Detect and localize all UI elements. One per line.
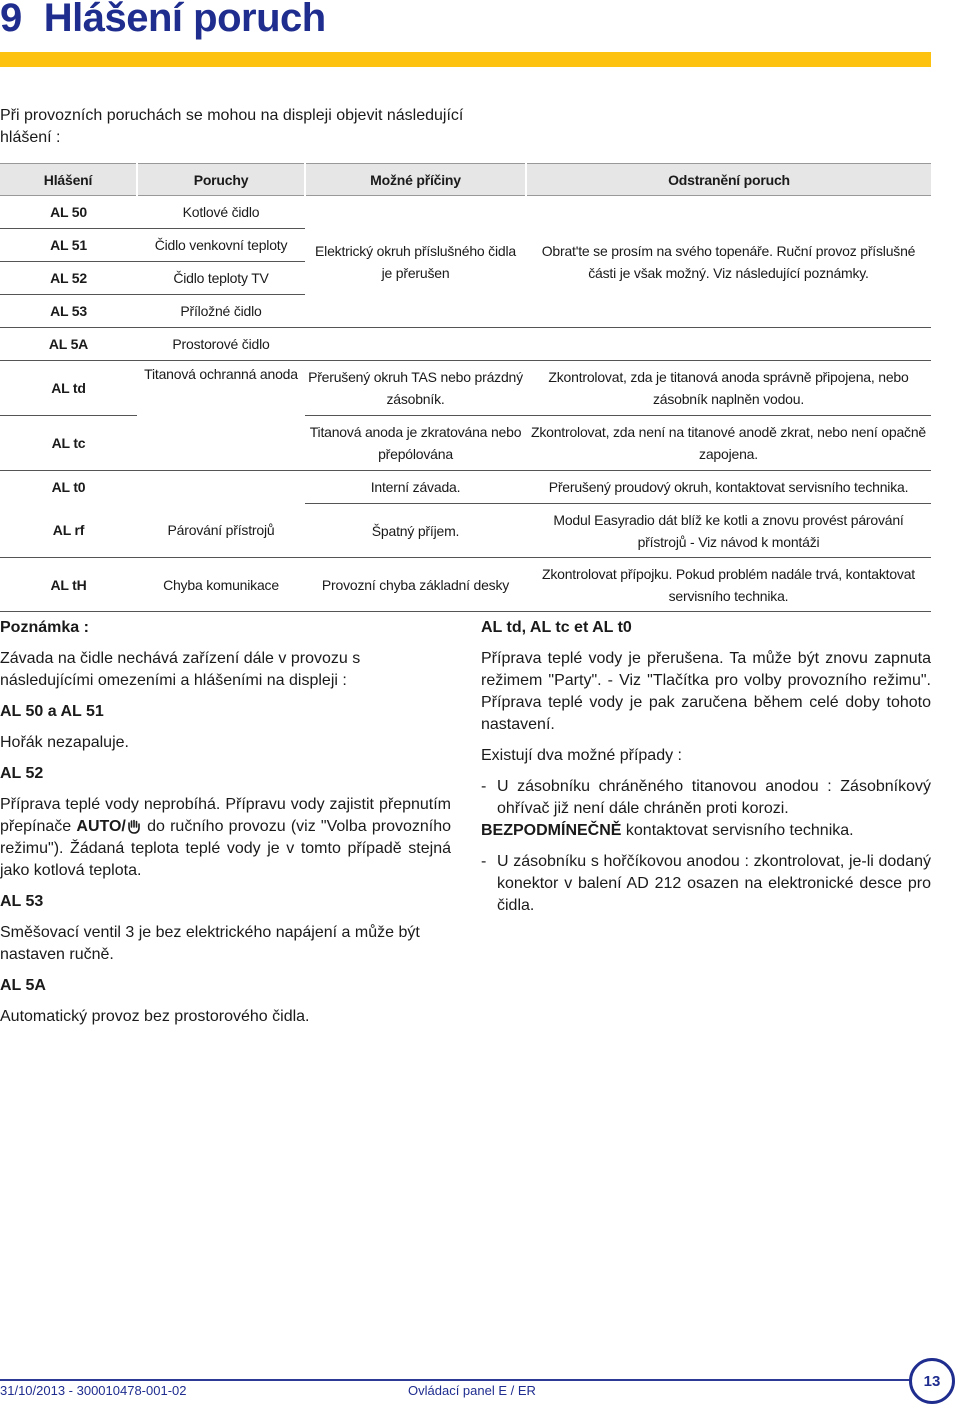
note-al50-al51-title: AL 50 a AL 51	[0, 703, 104, 720]
header-faults: Poruchy	[137, 164, 305, 196]
code-al52: AL 52	[0, 262, 137, 295]
fault-al5a: Prostorové čidlo	[137, 328, 305, 361]
notes-left-column	[0, 617, 451, 1037]
table-header-row	[0, 164, 931, 196]
notes-intro: Závada na čidle nechává zařízení dále v provozu s následujícími omezeními a hlášeními na displeji :	[0, 650, 361, 689]
code-al53: AL 53	[0, 295, 137, 328]
code-alth: AL tH	[0, 558, 137, 612]
list-item: - U zásobníku s hořčíkovou anodou : zkontrolovat, je-li dodaný konektor v balení AD 212 osazen na elektronické desce pro čidla.	[481, 853, 931, 914]
fault-th: Chyba komunikace	[137, 558, 305, 612]
right-notes-heading: AL td, AL tc et AL t0	[481, 619, 632, 636]
note-al50-al51-text: Hořák nezapaluje.	[0, 734, 129, 751]
note-al52-title: AL 52	[0, 765, 44, 782]
right-notes-p2: Existují dva možné případy :	[481, 747, 682, 764]
hand-icon	[126, 818, 142, 834]
right-notes-p1: Příprava teplé vody je přerušena. Ta může být znovu zapnuta režimem "Party". - Viz "Tlačítka pro volby provozního režimu". Příprava teplé vody je pak zaručena během celé doby tohoto nastavení.	[481, 650, 931, 733]
fault-al51: Čidlo venkovní teploty	[137, 229, 305, 262]
cause-sensor: Elektrický okruh příslušného čidla je přerušen	[305, 196, 526, 328]
note-al52-text: Příprava teplé vody neprobíhá. Přípravu vody zajistit přepnutím přepínače AUTO/ do ručního provozu (viz "Volba provozního režimu"). Žádaná teplota teplé vody je v tomto případě stejná jako kotlová teplota.	[0, 796, 451, 879]
code-altd: AL td	[0, 361, 137, 416]
table-row	[0, 328, 931, 361]
list-item: - U zásobníku chráněného titanovou anodou : Zásobníkový ohřívač již není dále chráněn proti korozi. BEZPODMÍNEČNĚ kontaktovat servisního technika.	[481, 778, 931, 839]
header-causes: Možné příčiny	[305, 164, 526, 196]
fault-al53: Příložné čidlo	[137, 295, 305, 328]
cause-tc: Titanová anoda je zkratována nebo přepólována	[305, 416, 526, 471]
cause-rf: Špatný příjem.	[305, 504, 526, 558]
remedy-th: Zkontrolovat přípojku. Pokud problém nadále trvá, kontaktovat servisního technika.	[526, 558, 931, 612]
remedy-sensor: Obrat'te se prosím na svého topenáře. Ruční provoz příslušné části je však možný. Viz následující poznámky.	[526, 196, 931, 328]
footer-document-id: 31/10/2013 - 300010478-001-02	[0, 1383, 187, 1398]
fault-rf: Párování přístrojů	[137, 504, 305, 558]
title-underline-bar	[0, 52, 931, 67]
header-message: Hlášení	[0, 164, 137, 196]
code-al5a: AL 5A	[0, 328, 137, 361]
fault-table	[0, 163, 931, 612]
notes-heading: Poznámka :	[0, 619, 89, 636]
fault-titan: Titanová ochranná anoda	[137, 361, 305, 471]
intro-text: Při provozních poruchách se mohou na displeji objevit následující hlášení :	[0, 107, 464, 146]
note-al5a-title: AL 5A	[0, 977, 46, 994]
code-al51: AL 51	[0, 229, 137, 262]
code-al50: AL 50	[0, 196, 137, 229]
table-row	[0, 361, 931, 416]
table-row	[0, 558, 931, 612]
footer-divider	[0, 1379, 912, 1381]
table-row	[0, 471, 931, 504]
cause-t0: Interní závada.	[305, 471, 526, 504]
note-al53-title: AL 53	[0, 893, 44, 910]
cause-td: Přerušený okruh TAS nebo prázdný zásobník.	[305, 361, 526, 416]
code-altc: AL tc	[0, 416, 137, 471]
remedy-t0: Přerušený proudový okruh, kontaktovat servisního technika.	[526, 471, 931, 504]
fault-al52: Čidlo teploty TV	[137, 262, 305, 295]
table-row	[0, 196, 931, 229]
code-alrf: AL rf	[0, 504, 137, 558]
chapter-number: 9	[0, 0, 22, 40]
footer-product-name: Ovládací panel E / ER	[408, 1383, 536, 1398]
fault-al50: Kotlové čidlo	[137, 196, 305, 229]
code-alt0: AL t0	[51, 479, 86, 496]
page-number: 13	[909, 1358, 955, 1404]
note-al53-text: Směšovací ventil 3 je bez elektrického napájení a může být nastaven ručně.	[0, 924, 420, 963]
page-title	[0, 0, 326, 41]
chapter-title: Hlášení poruch	[43, 0, 326, 40]
remedy-tc: Zkontrolovat, zda není na titanové anodě zkrat, nebo není opačně zapojena.	[526, 416, 931, 471]
note-al5a-text: Automatický provoz bez prostorového čidla.	[0, 1008, 310, 1025]
table-row	[0, 504, 931, 558]
cause-th: Provozní chyba základní desky	[305, 558, 526, 612]
remedy-td: Zkontrolovat, zda je titanová anoda správně připojena, nebo zásobník naplněn vodou.	[526, 361, 931, 416]
notes-right-column	[481, 617, 931, 926]
remedy-rf: Modul Easyradio dát blíž ke kotli a znovu provést párování přístrojů - Viz návod k montáži	[526, 504, 931, 558]
header-remedies: Odstranění poruch	[526, 164, 931, 196]
